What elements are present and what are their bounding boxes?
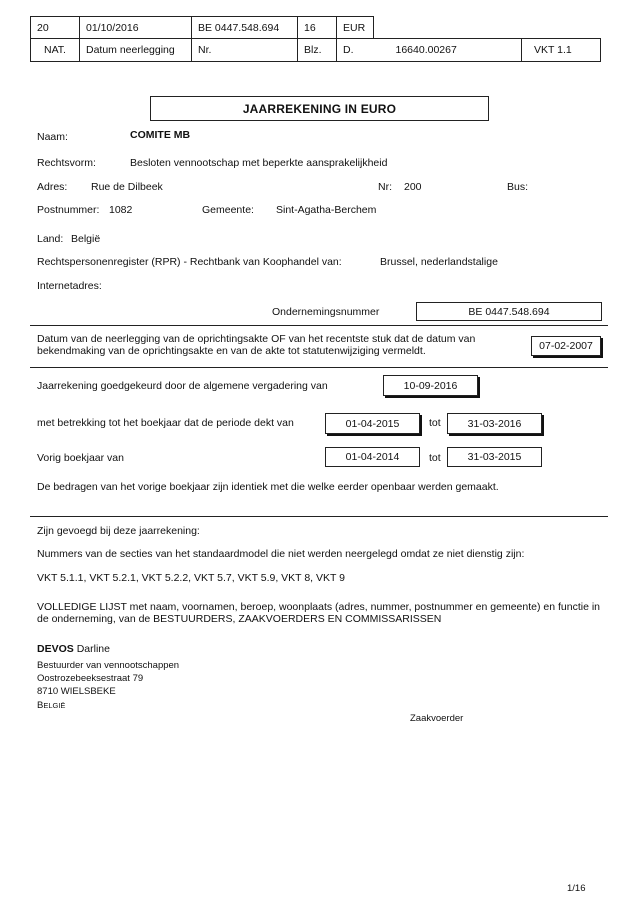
attached-heading: Zijn gevoegd bij deze jaarrekening: [37, 525, 200, 537]
header-date-value: 01/10/2016 [79, 16, 192, 39]
approval-date: 10-09-2016 [383, 375, 478, 396]
divider [30, 325, 608, 326]
header-currency-value: EUR [336, 16, 374, 39]
internet-label: Internetadres: [37, 280, 102, 292]
deed-date: 07-02-2007 [531, 336, 601, 356]
approval-label: Jaarrekening goedgekeurd door de algemene vergadering van [37, 380, 328, 392]
rpr-label: Rechtspersonenregister (RPR) - Rechtbank van Koophandel van: [37, 256, 342, 268]
naam-label: Naam: [37, 131, 68, 143]
director-line2: Oostrozebeeksestraat 79 [37, 673, 144, 684]
rpr-value: Brussel, nederlandstalige [380, 256, 498, 268]
deed-text: Datum van de neerlegging van de oprichtingsakte OF van het recentste stuk dat de datum van bekendmaking van de oprichtingsakte en van de akte tot statutenwijziging vermeldt. [37, 333, 476, 357]
ondernemingsnummer-label: Ondernemingsnummer [272, 306, 380, 318]
postnummer-value: 1082 [109, 204, 133, 216]
page-number: 1/16 [567, 883, 586, 894]
header-date-label: Datum neerlegging [79, 38, 192, 62]
adres-value: Rue de Dilbeek [91, 181, 163, 193]
land-label: Land: [37, 233, 64, 245]
header-code: 16640.00267 [395, 44, 457, 56]
director-firstname: Darline [76, 643, 110, 655]
period-from: 01-04-2015 [325, 413, 420, 434]
director-name [37, 643, 110, 655]
ondernemingsnummer-value: BE 0447.548.694 [416, 302, 602, 321]
director-function: Zaakvoerder [410, 713, 464, 724]
director-surname: DEVOS [37, 643, 74, 655]
header-nat-value: 20 [30, 16, 80, 39]
rechtsvorm-label: Rechtsvorm: [37, 157, 96, 169]
period-label: met betrekking tot het boekjaar dat de periode dekt van [37, 417, 294, 429]
header-nr-value: BE 0447.548.694 [191, 16, 298, 39]
gemeente-label: Gemeente: [202, 204, 254, 216]
bus-label: Bus: [507, 181, 529, 193]
header-nr-label: Nr. [191, 38, 298, 62]
gemeente-value: Sint-Agatha-Berchem [276, 204, 377, 216]
nr-value: 200 [404, 181, 422, 193]
header-model: VKT 1.1 [521, 38, 601, 62]
header-nat-label: NAT. [30, 38, 80, 62]
divider [30, 367, 608, 368]
period-tot: tot [429, 417, 441, 429]
postnummer-label: Postnummer: [37, 204, 100, 216]
header-d-text: D. [343, 44, 354, 56]
rechtsvorm-value: Besloten vennootschap met beperkte aansprakelijkheid [130, 157, 388, 169]
header-d-label [336, 38, 522, 62]
list-heading: VOLLEDIGE LIJST met naam, voornamen, beroep, woonplaats (adres, nummer, postnummer en gemeente) en functie in de onderneming, van de BESTUURDERS, ZAAKVOERDERS EN COMMISSARISSEN [37, 601, 601, 625]
director-line3: 8710 WIELSBEKE [37, 686, 116, 697]
prev-note: De bedragen van het vorige boekjaar zijn identiek met die welke eerder openbaar werden gemaakt. [37, 481, 499, 493]
divider [30, 516, 608, 517]
naam-value: COMITE MB [130, 129, 191, 141]
header-blz-label: Blz. [297, 38, 337, 62]
sections-list: VKT 5.1.1, VKT 5.2.1, VKT 5.2.2, VKT 5.7, VKT 5.9, VKT 8, VKT 9 [37, 572, 345, 584]
prev-tot: tot [429, 452, 441, 464]
director-country-initial: B [37, 700, 44, 711]
nr-label: Nr: [378, 181, 392, 193]
land-value: België [71, 233, 101, 245]
header-blz-value: 16 [297, 16, 337, 39]
sections-label: Nummers van de secties van het standaardmodel die niet werden neergelegd omdat ze niet dienstig zijn: [37, 548, 525, 560]
prev-label: Vorig boekjaar van [37, 452, 124, 464]
director-line1: Bestuurder van vennootschappen [37, 660, 180, 671]
prev-from: 01-04-2014 [325, 447, 420, 467]
page-title: JAARREKENING IN EURO [150, 96, 489, 121]
adres-label: Adres: [37, 181, 68, 193]
director-country-rest: ELGIË [43, 701, 66, 710]
prev-to: 31-03-2015 [447, 447, 542, 467]
director-country [37, 700, 65, 711]
period-to: 31-03-2016 [447, 413, 542, 434]
